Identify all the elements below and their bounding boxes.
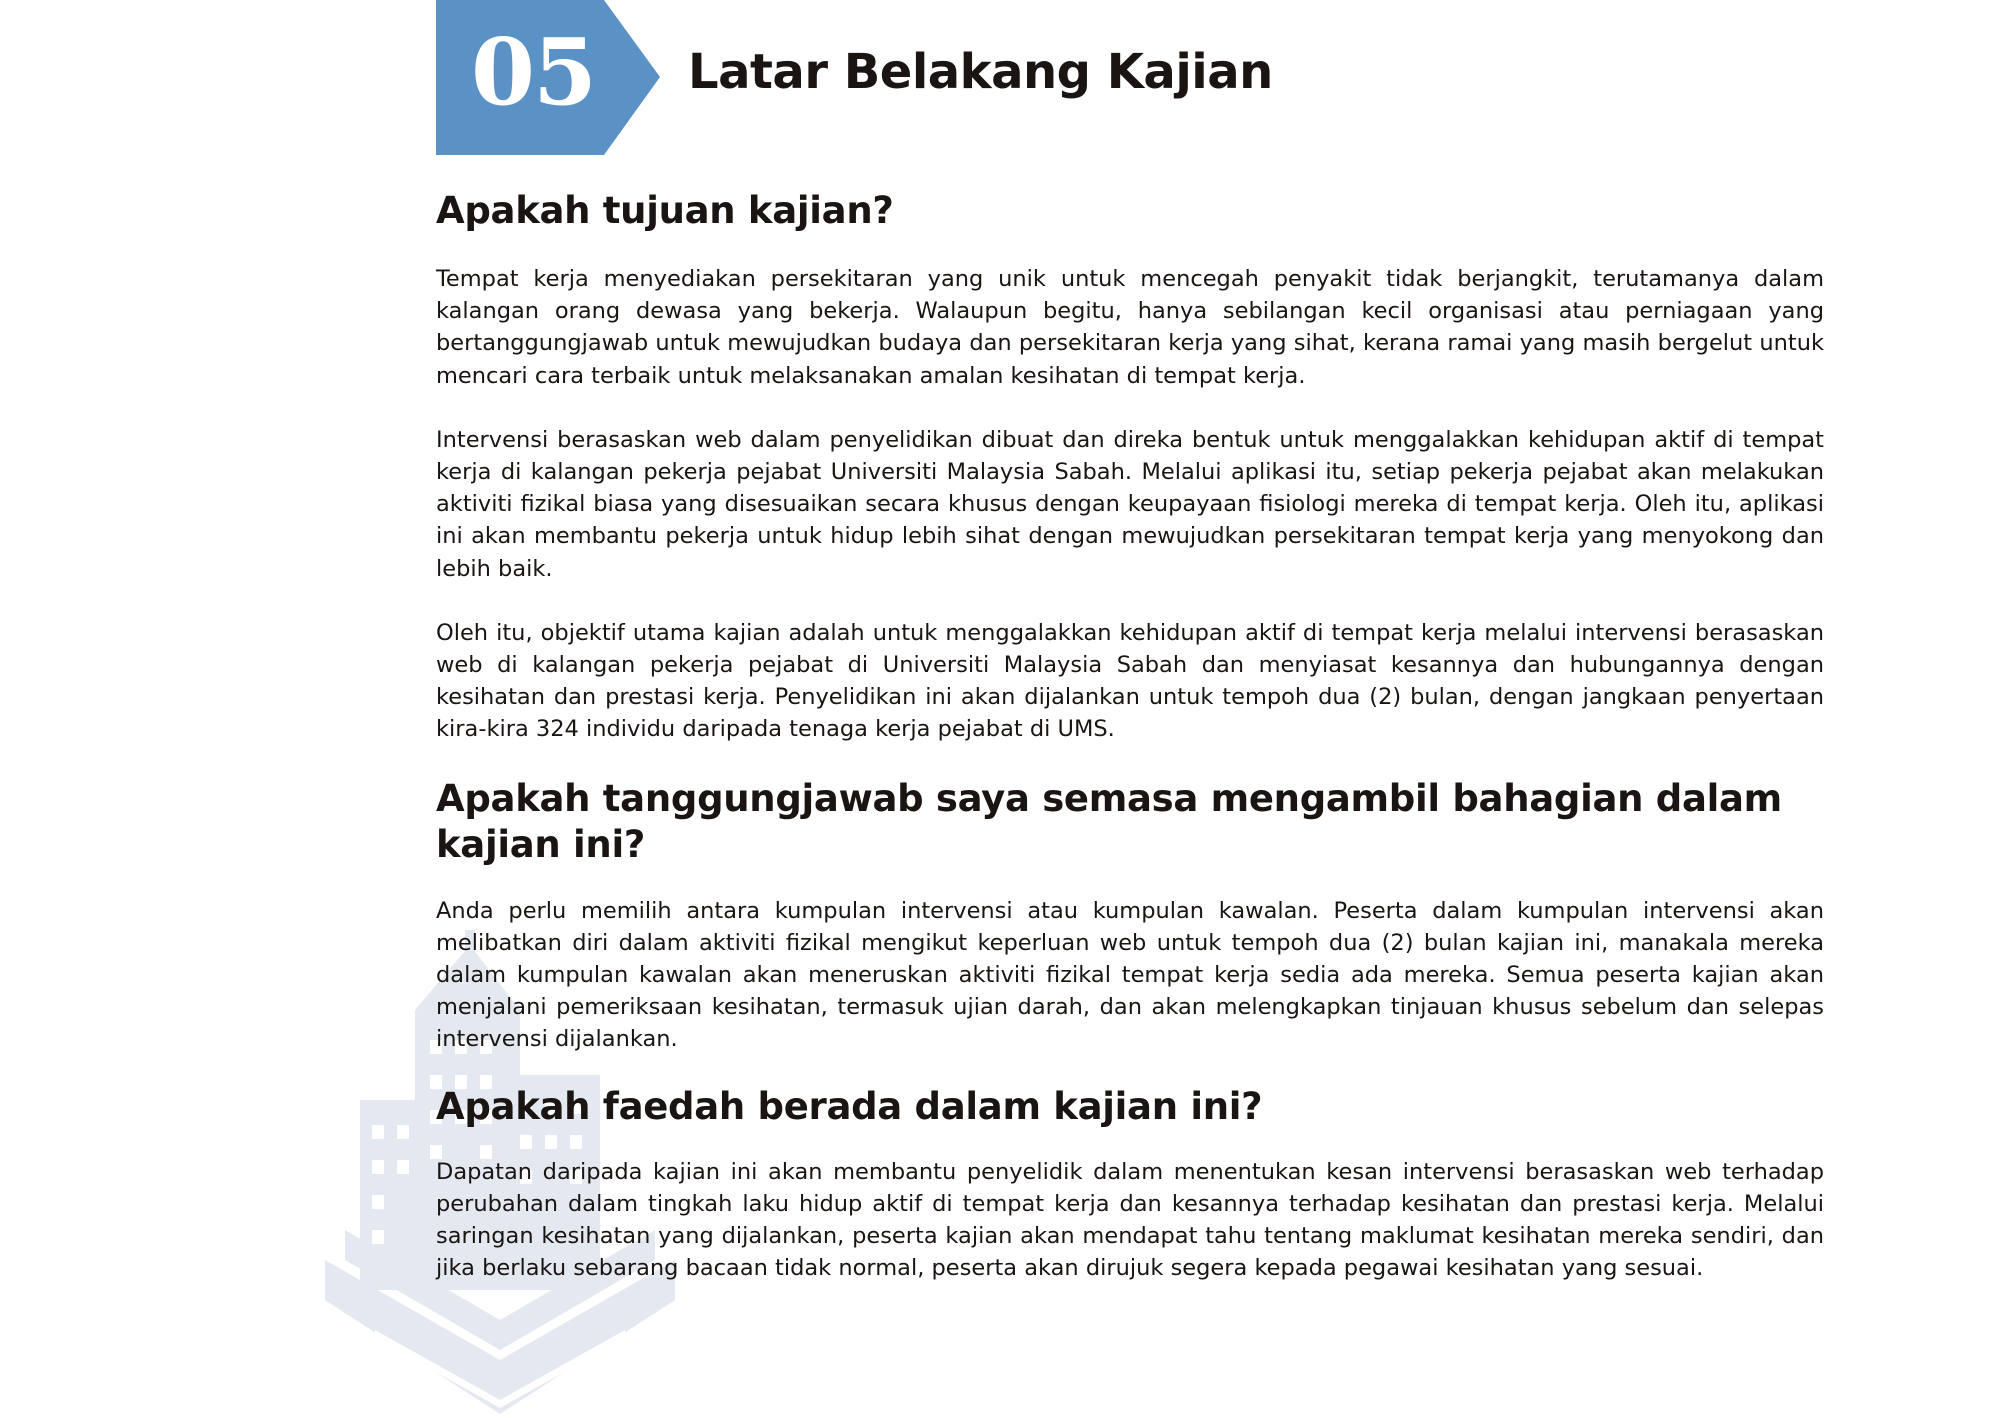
document-body — [436, 180, 1824, 1284]
paragraph: Oleh itu, objektif utama kajian adalah untuk menggalakkan kehidupan aktif di tempat kerja melalui intervensi berasaskan web di kalangan pekerja pejabat di Universiti Malaysia Sabah dan menyiasat kesannya dan hubungannya dengan kesihatan dan prestasi kerja. Penyelidikan ini akan dijalankan untuk tempoh dua (2) bulan, dengan jangkaan penyertaan kira-kira 324 individu daripada tenaga kerja pejabat di UMS. — [436, 619, 1824, 743]
section-heading-benefits: Apakah faedah berada dalam kajian ini? — [436, 1084, 1263, 1128]
section-heading-purpose: Apakah tujuan kajian? — [436, 189, 894, 232]
section-heading-responsibilities: Apakah tanggungjawab saya semasa mengambil bahagian dalam kajian ini? — [436, 776, 1782, 866]
paragraph: Dapatan daripada kajian ini akan membantu penyelidik dalam menentukan kesan intervensi berasaskan web terhadap perubahan dalam tingkah laku hidup aktif di tempat kerja dan kesannya terhadap kesihatan dan prestasi kerja. Melalui saringan kesihatan yang dijalankan, peserta kajian akan mendapat tahu tentang maklumat kesihatan mereka sendiri, dan jika berlaku sebarang bacaan tidak normal, peserta akan dirujuk segera kepada pegawai kesihatan yang sesuai. — [436, 1158, 1824, 1282]
paragraph: Tempat kerja menyediakan persekitaran yang unik untuk mencegah penyakit tidak berjangkit, terutamanya dalam kalangan orang dewasa yang bekerja. Walaupun begitu, hanya sebilangan kecil organisasi atau perniagaan yang bertanggungjawab untuk mewujudkan budaya dan persekitaran kerja yang sihat, kerana ramai yang masih bergelut untuk mencari cara terbaik untuk melaksanakan amalan kesihatan di tempat kerja. — [436, 266, 1824, 389]
paragraph: Anda perlu memilih antara kumpulan intervensi atau kumpulan kawalan. Peserta dalam kumpulan intervensi akan melibatkan diri dalam aktiviti fizikal mengikut keperluan web untuk tempoh dua (2) bulan kajian ini, manakala mereka dalam kumpulan kawalan akan meneruskan aktiviti fizikal tempat kerja sedia ada mereka. Semua peserta kajian akan menjalani pemeriksaan kesihatan, termasuk ujian darah, dan akan melengkapkan tinjauan khusus sebelum dan selepas intervensi dijalankan. — [436, 897, 1824, 1053]
chapter-title: Latar Belakang Kajian — [688, 44, 1273, 100]
paragraph: Intervensi berasaskan web dalam penyelidikan dibuat dan direka bentuk untuk menggalakkan kehidupan aktif di tempat kerja di kalangan pekerja pejabat Universiti Malaysia Sabah. Melalui aplikasi itu, setiap pekerja pejabat akan melakukan aktiviti fizikal biasa yang disesuaikan secara khusus dengan keupayaan fisiologi mereka di tempat kerja. Oleh itu, aplikasi ini akan membantu pekerja untuk hidup lebih sihat dengan mewujudkan persekitaran tempat kerja yang menyokong dan lebih baik. — [436, 426, 1824, 582]
chapter-number-badge — [436, 0, 660, 155]
chapter-number: 05 — [470, 18, 596, 126]
